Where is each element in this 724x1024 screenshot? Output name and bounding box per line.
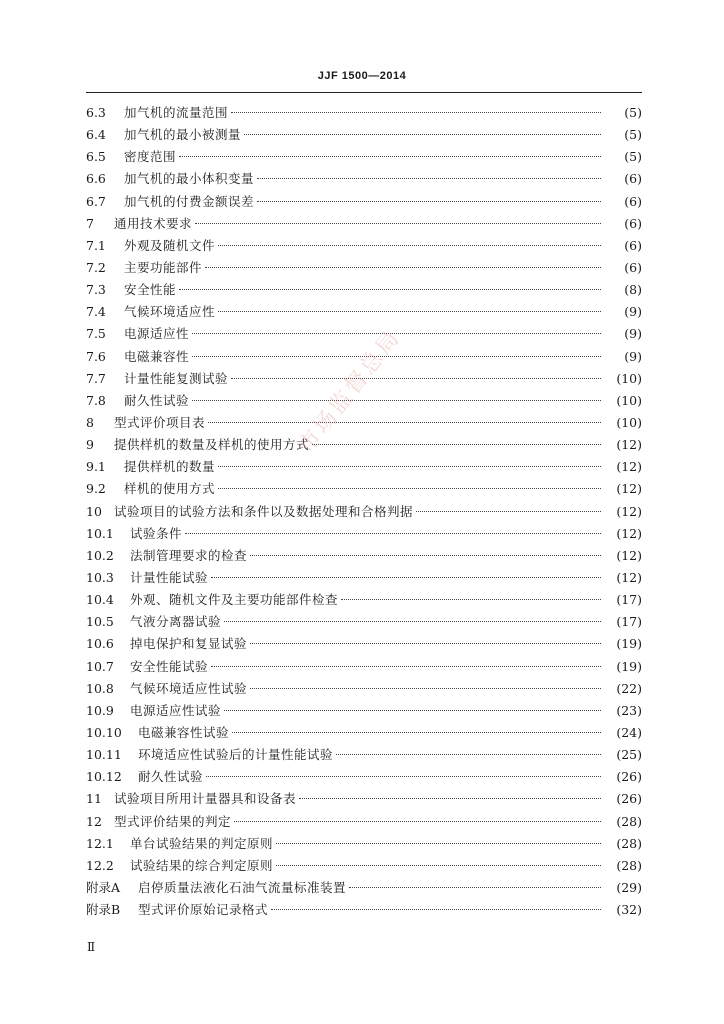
toc-entry-page: (26) [616, 769, 642, 785]
toc-entry-number: 10.6 [86, 636, 114, 652]
toc-entry-page: (9) [624, 326, 642, 342]
toc-entry-title: 安全性能试验 [130, 658, 209, 674]
toc-entry-number: 7.3 [86, 282, 106, 298]
toc-leader-dots [299, 798, 601, 799]
toc-entry-number: 10.2 [86, 547, 114, 563]
toc-entry-title: 气候环境适应性试验 [130, 680, 248, 696]
toc-leader-dots [416, 511, 601, 512]
toc-leader-dots [218, 311, 601, 312]
toc-entry-page: (9) [624, 304, 642, 320]
toc-entry[interactable] [86, 478, 642, 500]
toc-entry-number: 6.4 [86, 127, 106, 143]
toc-entry-title: 安全性能 [124, 282, 177, 298]
toc-entry-number: 11 [86, 791, 102, 807]
toc-entry-number: 10.1 [86, 525, 114, 541]
toc-entry-title: 通用技术要求 [114, 215, 193, 231]
toc-entry[interactable] [86, 567, 642, 589]
toc-entry-title: 气候环境适应性 [124, 304, 216, 320]
toc-entry-title: 气液分离器试验 [130, 614, 222, 630]
toc-entry-number: 6.6 [86, 171, 106, 187]
toc-entry-page: (17) [616, 592, 642, 608]
toc-leader-dots [231, 112, 601, 113]
toc-entry-title: 试验项目所用计量器具和设备表 [114, 791, 297, 807]
toc-entry-page: (12) [616, 437, 642, 453]
toc-entry[interactable] [86, 788, 642, 810]
toc-entry-page: (12) [616, 481, 642, 497]
toc-entry[interactable] [86, 301, 642, 323]
toc-entry-page: (29) [616, 879, 642, 895]
toc-entry[interactable] [86, 235, 642, 257]
toc-entry[interactable] [86, 124, 642, 146]
toc-entry-number: 12 [86, 813, 102, 829]
toc-leader-dots [232, 732, 601, 733]
toc-entry[interactable] [86, 678, 642, 700]
toc-entry[interactable] [86, 633, 642, 655]
toc-entry-page: (28) [616, 835, 642, 851]
toc-entry-page: (8) [624, 282, 642, 298]
toc-entry[interactable] [86, 523, 642, 545]
toc-leader-dots [231, 378, 601, 379]
toc-entry-page: (12) [616, 569, 642, 585]
toc-entry-title: 计量性能试验 [130, 569, 209, 585]
toc-entry[interactable] [86, 168, 642, 190]
toc-entry-page: (12) [616, 525, 642, 541]
toc-entry-number: 7.2 [86, 259, 106, 275]
toc-entry-number: 10.12 [86, 769, 122, 785]
toc-entry-page: (5) [624, 105, 642, 120]
toc-entry-page: (12) [616, 547, 642, 563]
header-rule [86, 92, 642, 93]
toc-entry-title: 型式评价原始记录格式 [138, 902, 269, 918]
toc-entry-page: (25) [616, 747, 642, 763]
toc-entry[interactable] [86, 877, 642, 899]
toc-leader-dots [218, 488, 601, 489]
toc-entry-number: 9.1 [86, 459, 106, 475]
toc-entry-page: (26) [616, 791, 642, 807]
toc-entry[interactable] [86, 700, 642, 722]
toc-entry-title: 耐久性试验 [138, 769, 204, 785]
toc-entry-title: 加气机的付费金额误差 [124, 193, 255, 209]
toc-leader-dots [312, 444, 601, 445]
toc-entry[interactable] [86, 456, 642, 478]
toc-entry-number: 12.2 [86, 857, 114, 873]
toc-entry[interactable] [86, 213, 642, 235]
toc-entry[interactable] [86, 501, 642, 523]
toc-leader-dots [192, 356, 601, 357]
toc-leader-dots [224, 710, 601, 711]
toc-leader-dots [349, 887, 601, 888]
toc-entry[interactable] [86, 434, 642, 456]
toc-entry-page: (12) [616, 459, 642, 475]
toc-entry-page: (28) [616, 813, 642, 829]
toc-leader-dots [208, 422, 601, 423]
toc-leader-dots [271, 909, 601, 910]
toc-entry[interactable] [86, 656, 642, 678]
toc-leader-dots [211, 666, 601, 667]
toc-leader-dots [179, 289, 601, 290]
toc-entry-title: 电源适应性 [124, 326, 190, 342]
toc-entry[interactable] [86, 323, 642, 345]
toc-entry-number: 附录A [86, 879, 121, 895]
toc-entry-title: 主要功能部件 [124, 259, 203, 275]
toc-entry-title: 外观、随机文件及主要功能部件检查 [130, 592, 339, 608]
toc-leader-dots [211, 577, 601, 578]
toc-leader-dots [192, 400, 601, 401]
toc-entry-title: 计量性能复测试验 [124, 370, 229, 386]
toc-entry[interactable] [86, 279, 642, 301]
toc-entry-title: 试验项目的试验方法和条件以及数据处理和合格判据 [114, 503, 414, 519]
toc-entry-title: 电磁兼容性 [124, 348, 190, 364]
toc-entry-page: (17) [616, 614, 642, 630]
toc-entry-page: (10) [616, 392, 642, 408]
toc-entry-number: 7 [86, 215, 94, 231]
toc-entry[interactable] [86, 146, 642, 168]
toc-entry-number: 10.4 [86, 592, 114, 608]
toc-entry-title: 环境适应性试验后的计量性能试验 [138, 747, 334, 763]
toc-entry-title: 试验条件 [130, 525, 183, 541]
toc-entry-title: 加气机的最小体积变量 [124, 171, 255, 187]
toc-entry-number: 10 [86, 503, 102, 519]
toc-entry[interactable] [86, 766, 642, 788]
toc-entry-number: 10.7 [86, 658, 114, 674]
toc-leader-dots [276, 865, 601, 866]
table-of-contents [86, 102, 642, 921]
toc-entry-title: 单台试验结果的判定原则 [130, 835, 274, 851]
toc-leader-dots [336, 754, 601, 755]
toc-entry-title: 型式评价结果的判定 [114, 813, 232, 829]
toc-entry-title: 掉电保护和复显试验 [130, 636, 248, 652]
toc-leader-dots [206, 776, 601, 777]
toc-entry-title: 型式评价项目表 [114, 414, 206, 430]
page-number: Ⅱ [87, 940, 96, 954]
toc-entry-number: 6.5 [86, 149, 106, 165]
toc-entry[interactable] [86, 102, 642, 124]
toc-leader-dots [250, 688, 601, 689]
toc-entry-number: 10.9 [86, 702, 114, 718]
toc-entry-title: 耐久性试验 [124, 392, 190, 408]
toc-entry-page: (5) [624, 127, 642, 143]
toc-entry-page: (6) [624, 193, 642, 209]
toc-leader-dots [234, 821, 601, 822]
toc-entry-number: 7.4 [86, 304, 106, 320]
toc-entry-number: 7.1 [86, 237, 106, 253]
toc-entry-page: (28) [616, 857, 642, 873]
toc-leader-dots [205, 267, 601, 268]
toc-entry-page: (22) [616, 680, 642, 696]
toc-entry-page: (19) [616, 658, 642, 674]
toc-leader-dots [244, 134, 601, 135]
toc-leader-dots [250, 555, 601, 556]
toc-entry[interactable] [86, 899, 642, 921]
toc-entry-number: 9 [86, 437, 94, 453]
toc-leader-dots [185, 533, 601, 534]
toc-entry-page: (10) [616, 414, 642, 430]
toc-entry-title: 密度范围 [124, 149, 177, 165]
toc-entry-title: 试验结果的综合判定原则 [130, 857, 274, 873]
toc-leader-dots [250, 643, 601, 644]
toc-entry-number: 8 [86, 414, 94, 430]
toc-leader-dots [218, 245, 601, 246]
page-header-code: JJF 1500—2014 [317, 70, 407, 82]
toc-entry-number: 10.5 [86, 614, 114, 630]
toc-entry-title: 电磁兼容性试验 [138, 724, 230, 740]
toc-entry[interactable] [86, 611, 642, 633]
watermark: 市场监督总局 [293, 324, 406, 459]
toc-entry[interactable] [86, 855, 642, 877]
toc-entry[interactable] [86, 833, 642, 855]
toc-entry-page: (24) [616, 724, 642, 740]
toc-entry-page: (12) [616, 503, 642, 519]
toc-leader-dots [257, 201, 601, 202]
toc-entry-number: 7.6 [86, 348, 106, 364]
toc-entry-page: (23) [616, 702, 642, 718]
toc-entry[interactable] [86, 744, 642, 766]
toc-entry[interactable] [86, 589, 642, 611]
toc-leader-dots [218, 466, 601, 467]
toc-entry-page: (19) [616, 636, 642, 652]
toc-entry-title: 加气机的流量范围 [124, 105, 229, 120]
toc-entry-number: 7.7 [86, 370, 106, 386]
toc-entry-number: 10.11 [86, 747, 122, 763]
toc-entry[interactable] [86, 191, 642, 213]
toc-entry-title: 法制管理要求的检查 [130, 547, 248, 563]
toc-entry[interactable] [86, 722, 642, 744]
toc-entry-page: (10) [616, 370, 642, 386]
toc-entry-number: 10.3 [86, 569, 114, 585]
toc-entry-number: 附录B [86, 902, 121, 918]
toc-entry-title: 启停质量法液化石油气流量标准装置 [138, 879, 347, 895]
toc-leader-dots [341, 599, 601, 600]
toc-entry-number: 9.2 [86, 481, 106, 497]
toc-entry[interactable] [86, 545, 642, 567]
toc-entry[interactable] [86, 257, 642, 279]
toc-entry-page: (32) [616, 902, 642, 918]
toc-entry-number: 10.8 [86, 680, 114, 696]
toc-entry-number: 7.5 [86, 326, 106, 342]
toc-leader-dots [224, 621, 601, 622]
toc-entry[interactable] [86, 811, 642, 833]
toc-entry-number: 6.7 [86, 193, 106, 209]
toc-entry-title: 加气机的最小被测量 [124, 127, 242, 143]
toc-leader-dots [195, 223, 601, 224]
toc-entry-number: 10.10 [86, 724, 122, 740]
toc-entry-title: 电源适应性试验 [130, 702, 222, 718]
toc-leader-dots [257, 178, 601, 179]
toc-entry-number: 7.8 [86, 392, 106, 408]
toc-entry-title: 提供样机的数量 [124, 459, 216, 475]
toc-entry[interactable] [86, 412, 642, 434]
toc-entry-page: (5) [624, 149, 642, 165]
toc-leader-dots [276, 843, 601, 844]
toc-entry-number: 6.3 [86, 105, 106, 120]
toc-entry-page: (6) [624, 171, 642, 187]
toc-entry-title: 提供样机的数量及样机的使用方式 [114, 437, 310, 453]
toc-entry-title: 外观及随机文件 [124, 237, 216, 253]
toc-entry-title: 样机的使用方式 [124, 481, 216, 497]
toc-entry-page: (6) [624, 215, 642, 231]
toc-entry-page: (6) [624, 237, 642, 253]
toc-entry-number: 12.1 [86, 835, 114, 851]
toc-entry-page: (6) [624, 259, 642, 275]
toc-entry-page: (9) [624, 348, 642, 364]
toc-leader-dots [179, 156, 601, 157]
